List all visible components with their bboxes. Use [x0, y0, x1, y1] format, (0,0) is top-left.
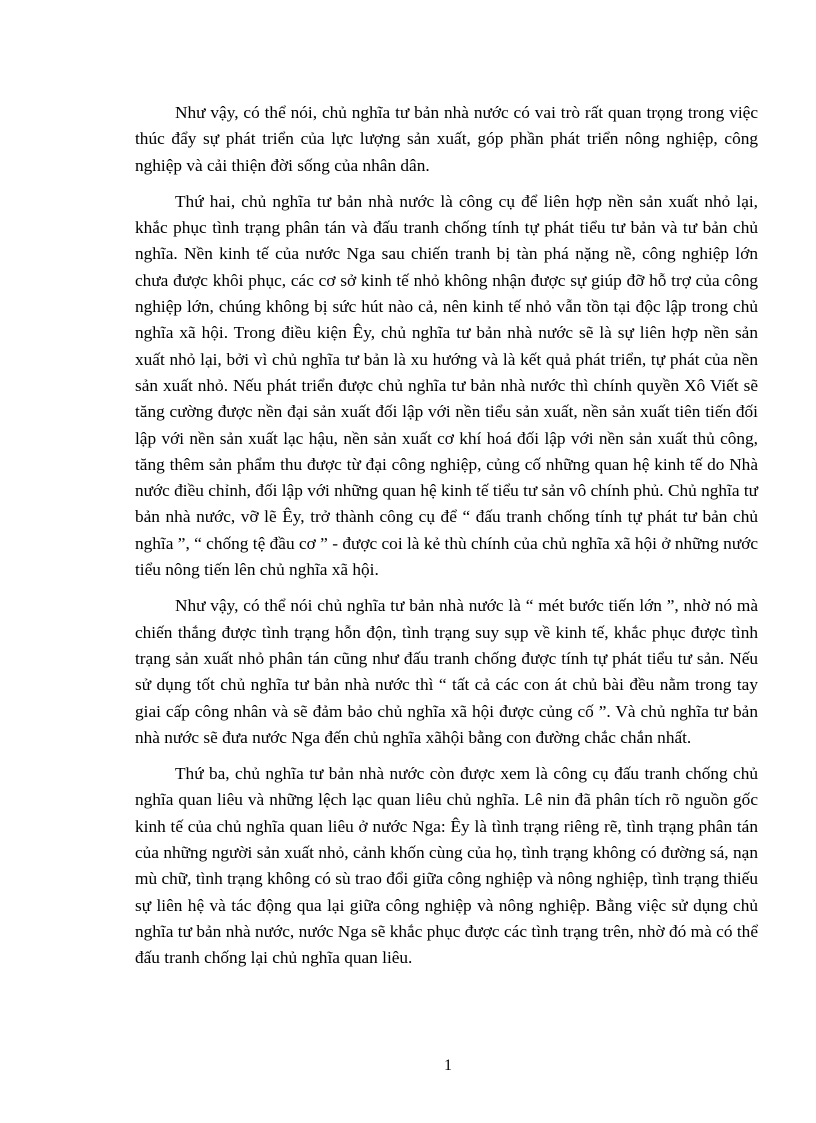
page-number: 1	[444, 1057, 452, 1074]
body-text	[135, 100, 758, 982]
paragraph-4: Thứ ba, chủ nghĩa tư bản nhà nước còn được xem là công cụ đấu tranh chống chủ nghĩa quan liêu và những lệch lạc quan liêu chủ nghĩa. Lê nin đã phân tích rõ nguồn gốc kinh tế của chủ nghĩa quan liêu ở nước Nga: Êy là tình trạng riêng rẽ, tình trạng phân tán của những người sản xuất nhỏ, cảnh khốn cùng của họ, tình trạng không có đường sá, nạn mù chữ, tình trạng không có sù trao đổi giữa công nghiệp và nông nghiệp, tình trạng thiếu sự liên hệ và tác động qua lại giữa công nghiệp và nông nghiệp. Bằng việc sử dụng chủ nghĩa tư bản nhà nước, nước Nga sẽ khắc phục được các tình trạng trên, nhờ đó mà có thể đấu tranh chống lại chủ nghĩa quan liêu.	[135, 764, 758, 968]
paragraph-2: Thứ hai, chủ nghĩa tư bản nhà nước là công cụ để liên hợp nền sản xuất nhỏ lại, khắc phục tình trạng phân tán và đấu tranh chống tính tự phát tiểu tư bản và tư bản chủ nghĩa. Nền kinh tế của nước Nga sau chiến tranh bị tàn phá nặng nề, công nghiệp lớn chưa được khôi phục, các cơ sở kinh tế nhỏ không nhận được sự giúp đỡ hỗ trợ của công nghiệp lớn, chúng không bị sức hút nào cả, nên kinh tế nhỏ vẫn tồn tại độc lập trong chủ nghĩa xã hội. Trong điều kiện Êy, chủ nghĩa tư bản nhà nước sẽ là sự liên hợp nền sản xuất nhỏ lại, bởi vì chủ nghĩa tư bản là xu hướng và là kết quả phát triển, tự phát của nền sản xuất nhỏ. Nếu phát triển được chủ nghĩa tư bản nhà nước thì chính quyền Xô Viết sẽ tăng cường được nền đại sản xuất đối lập với nền tiểu sản xuất, nền sản xuất tiên tiến đối lập với nền sản xuất lạc hậu, nền sản xuất cơ khí hoá đối lập với nền sản xuất thủ công, tăng thêm sản phẩm thu được từ đại công nghiệp, củng cố những quan hệ kinh tế do Nhà nước điều chỉnh, đối lập với những quan hệ kinh tế tiểu tư sản vô chính phủ. Chủ nghĩa tư bản nhà nước, vỡ lẽ Êy, trở thành công cụ để “ đấu tranh chống tính tự phát tư bản chủ nghĩa ”, “ chống tệ đầu cơ ” - được coi là kẻ thù chính của chủ nghĩa xã hội ở những nước tiểu nông tiến lên chủ nghĩa xã hội.	[135, 191, 758, 580]
paragraph-3: Như vậy, có thể nói chủ nghĩa tư bản nhà nước là “ mét bước tiến lớn ”, nhờ nó mà chiến thắng được tình trạng hỗn độn, tình trạng suy sụp về kinh tế, khắc phục được tình trạng sản xuất nhỏ phân tán cũng như đấu tranh chống được tính tự phát tiểu tư sản. Nếu sử dụng tốt chủ nghĩa tư bản nhà nước thì “ tất cả các con át chủ bài đều nằm trong tay giai cấp công nhân và sẽ đảm bảo chủ nghĩa xã hội được củng cố ”. Và chủ nghĩa tư bản nhà nước sẽ đưa nước Nga đến chủ nghĩa xãhội bằng con đường chắc chắn nhất.	[135, 596, 758, 747]
paragraph-1: Như vậy, có thể nói, chủ nghĩa tư bản nhà nước có vai trò rất quan trọng trong việc thúc đẩy sự phát triển của lực lượng sản xuất, góp phần phát triển nông nghiệp, công nghiệp và cải thiện đời sống của nhân dân.	[135, 103, 758, 175]
